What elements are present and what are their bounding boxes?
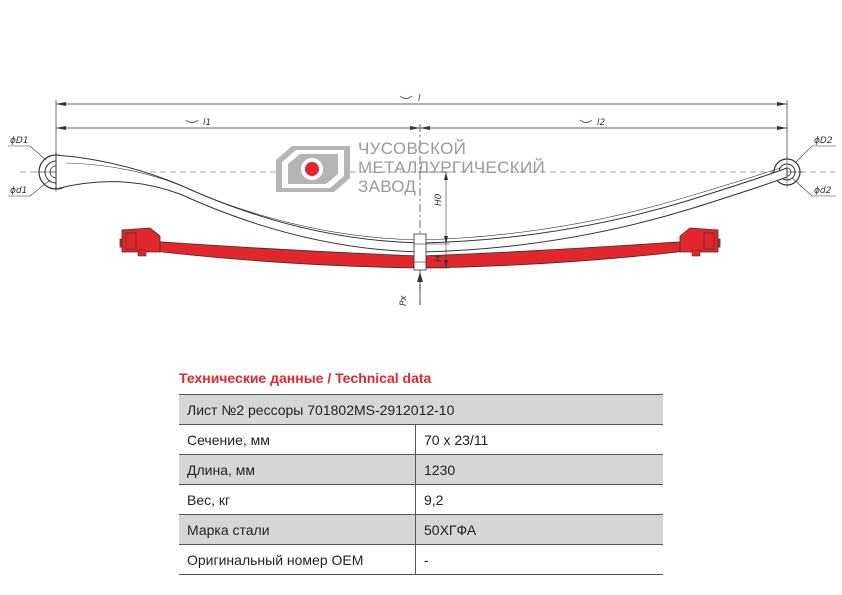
row-value: 9,2 bbox=[416, 485, 664, 515]
label-d2-inner: ϕd2 bbox=[814, 186, 832, 196]
label-d1-inner: ϕd1 bbox=[10, 186, 28, 196]
logo-line-1: ЧУСОВСКОЙ bbox=[358, 139, 467, 158]
label-h: H bbox=[434, 255, 444, 262]
arrow-left-l1 bbox=[56, 126, 66, 130]
row-label: Длина, мм bbox=[179, 455, 416, 485]
logo-line-2: МЕТАЛЛУРГИЧЕСКИЙ bbox=[358, 158, 545, 177]
row-label: Марка стали bbox=[179, 515, 416, 545]
arrow-right-l bbox=[777, 102, 787, 106]
row-label: Оригинальный номер OEM bbox=[179, 545, 416, 575]
table-row bbox=[179, 455, 663, 485]
arc-symbol-l2 bbox=[580, 120, 592, 123]
right-leaf-clip bbox=[680, 228, 718, 256]
arrow-left-l2 bbox=[420, 126, 430, 130]
label-d1-outer: ϕD1 bbox=[10, 136, 29, 146]
dim-label-l: l bbox=[418, 94, 421, 104]
label-h0: H0 bbox=[434, 193, 444, 206]
logo-mark bbox=[276, 146, 350, 192]
row-value: 70 x 23/11 bbox=[416, 425, 664, 455]
label-d2-outer: ϕD2 bbox=[814, 136, 833, 146]
arrow-right-l1 bbox=[410, 126, 420, 130]
technical-data-table bbox=[179, 394, 663, 575]
logo-text bbox=[358, 139, 545, 196]
row-value: 1230 bbox=[416, 455, 664, 485]
arc-symbol-l1 bbox=[186, 120, 198, 123]
row-label: Вес, кг bbox=[179, 485, 416, 515]
table-row bbox=[179, 515, 663, 545]
row-value: 50ХГФА bbox=[416, 515, 664, 545]
table-header-row bbox=[179, 395, 663, 425]
table-header-cell: Лист №2 рессоры 701802MS-2912012-10 bbox=[179, 395, 663, 425]
arrow-right-l2 bbox=[777, 126, 787, 130]
arc-symbol-l bbox=[400, 96, 412, 99]
logo-line-3: ЗАВОД bbox=[358, 177, 417, 196]
label-px: Px bbox=[399, 295, 409, 306]
row-label: Сечение, мм bbox=[179, 425, 416, 455]
dim-label-l1: l1 bbox=[203, 118, 212, 128]
table-row bbox=[179, 485, 663, 515]
load-arrow-head bbox=[417, 272, 423, 282]
table-row bbox=[179, 545, 663, 575]
table-row bbox=[179, 425, 663, 455]
row-value: - bbox=[416, 545, 664, 575]
left-leaf-clip bbox=[122, 228, 160, 256]
arrow-left-l bbox=[56, 102, 66, 106]
center-bolt bbox=[414, 234, 426, 270]
dim-label-l2: l2 bbox=[597, 118, 606, 128]
technical-data-title: Технические данные / Technical data bbox=[179, 370, 432, 386]
